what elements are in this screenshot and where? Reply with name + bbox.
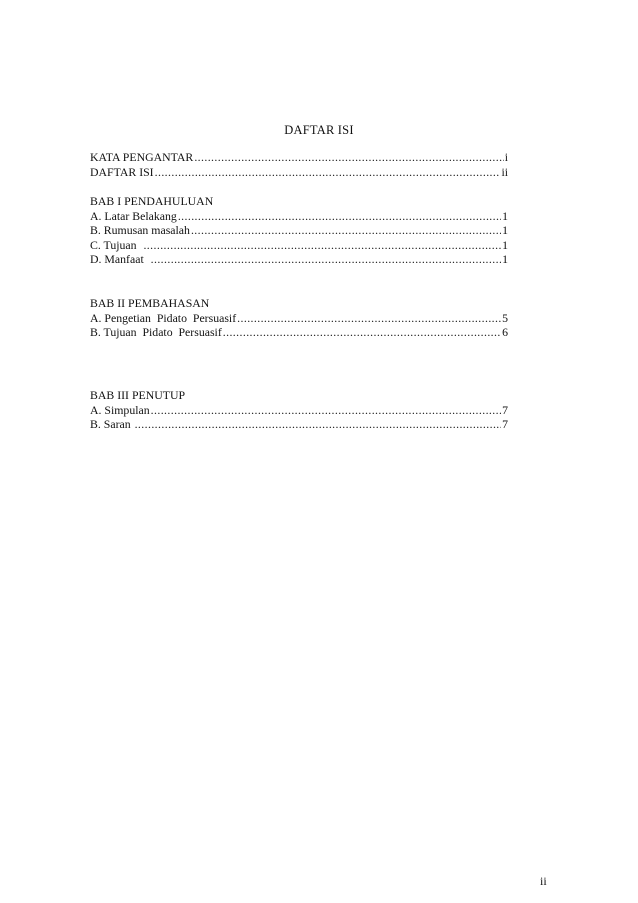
dot-leader xyxy=(143,238,501,253)
toc-entry-label: A. Latar Belakang xyxy=(90,208,177,223)
dot-leader xyxy=(191,223,501,238)
toc-entry-saran[interactable] xyxy=(90,417,508,432)
toc-entry-label: C. Tujuan xyxy=(90,237,143,252)
toc-entry-pengertian-pidato[interactable] xyxy=(90,311,508,326)
toc-entry-page: 1 xyxy=(502,208,508,223)
toc-entry-label: B. Tujuan Pidato Persuasif xyxy=(90,325,222,340)
toc-entry-label: KATA PENGANTAR xyxy=(90,150,194,164)
toc-entry-page: 6 xyxy=(502,325,508,340)
page-number: ii xyxy=(540,874,547,888)
dot-leader xyxy=(237,311,501,326)
toc-entry-page: i xyxy=(504,150,508,164)
toc-bab1-section xyxy=(90,194,508,267)
toc-entry-kata-pengantar[interactable] xyxy=(90,150,508,165)
toc-chapter-heading[interactable]: BAB I PENDAHULUAN xyxy=(90,194,214,208)
toc-entry-label: A. Simpulan xyxy=(90,402,150,417)
toc-chapter-heading[interactable]: BAB III PENUTUP xyxy=(90,388,186,402)
toc-entry-label: DAFTAR ISI xyxy=(90,164,154,179)
toc-entry-latar-belakang[interactable] xyxy=(90,209,508,224)
toc-entry-tujuan[interactable] xyxy=(90,238,508,253)
dot-leader xyxy=(194,150,503,165)
toc-entry-page: 1 xyxy=(502,223,508,238)
toc-entry-manfaat[interactable] xyxy=(90,252,508,267)
toc-entry-rumusan-masalah[interactable] xyxy=(90,223,508,238)
toc-entry-label: B. Rumusan masalah xyxy=(90,223,190,238)
dot-leader xyxy=(135,417,502,432)
toc-entry-label: D. Manfaat xyxy=(90,252,150,267)
toc-front-section xyxy=(90,150,508,179)
toc-entry-daftar-isi[interactable] xyxy=(90,165,508,180)
toc-entry-label: A. Pengetian Pidato Persuasif xyxy=(90,310,237,325)
toc-entry-label: B. Saran xyxy=(90,417,134,432)
toc-chapter-heading[interactable]: BAB II PEMBAHASAN xyxy=(90,296,210,310)
toc-entry-page: 5 xyxy=(502,310,508,325)
toc-bab2-section xyxy=(90,296,508,340)
dot-leader xyxy=(151,403,501,418)
toc-bab3-section xyxy=(90,388,508,432)
toc-entry-page: 7 xyxy=(502,402,508,417)
page-title: DAFTAR ISI xyxy=(284,123,354,137)
toc-entry-page: ii xyxy=(501,164,508,179)
toc-entry-page: 1 xyxy=(502,252,508,267)
dot-leader xyxy=(155,165,501,180)
toc-entry-page: 7 xyxy=(502,417,508,432)
toc-entry-simpulan[interactable] xyxy=(90,403,508,418)
toc-entry-page: 1 xyxy=(502,237,508,252)
dot-leader xyxy=(223,325,501,340)
toc-entry-tujuan-pidato[interactable] xyxy=(90,325,508,340)
dot-leader xyxy=(178,209,501,224)
dot-leader xyxy=(151,252,501,267)
